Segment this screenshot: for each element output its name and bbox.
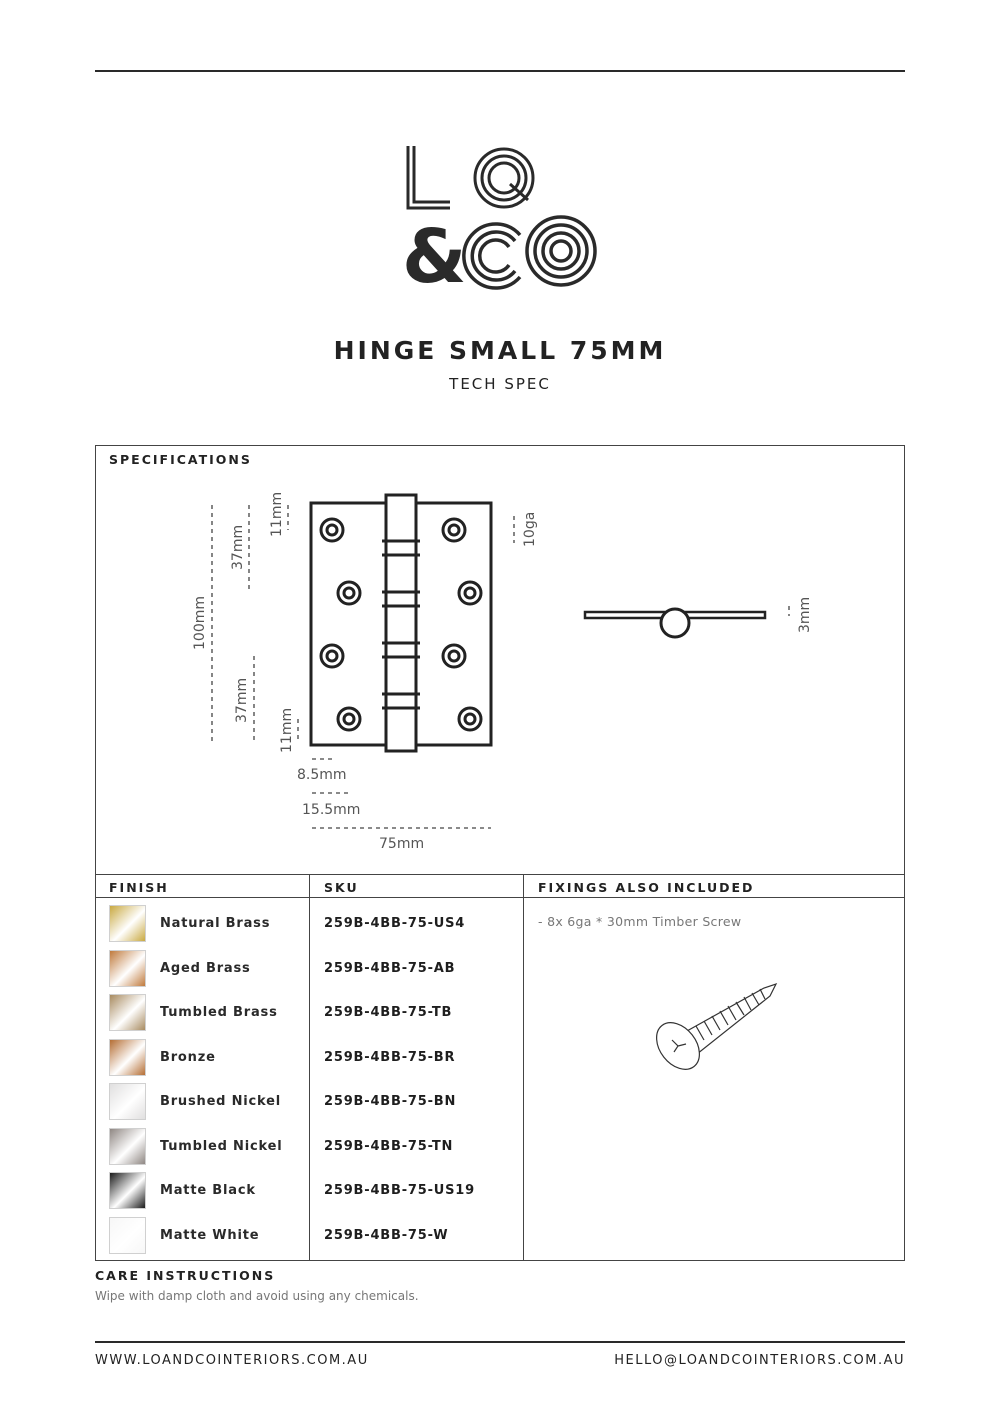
finish-row	[109, 1128, 304, 1166]
finish-row	[109, 1039, 304, 1077]
email-link[interactable]: HELLO@LOANDCOINTERIORS.COM.AU	[614, 1353, 905, 1368]
sku-value: 259B-4BB-75-US4	[324, 916, 466, 931]
care-instructions-heading: CARE INSTRUCTIONS	[95, 1268, 276, 1283]
svg-text:&: &	[402, 214, 467, 290]
table-top-divider	[96, 874, 904, 875]
sku-column-header: SKU	[324, 880, 359, 895]
finish-label: Tumbled Nickel	[160, 1139, 283, 1154]
bottom-divider	[95, 1341, 905, 1343]
dimension-bottom-span: 37mm	[234, 677, 250, 723]
fixings-column-header: FIXINGS ALSO INCLUDED	[538, 880, 755, 895]
dimension-overall-height: 100mm	[192, 596, 208, 650]
product-title: HINGE SMALL 75MM	[333, 336, 667, 365]
column-divider-1	[309, 874, 310, 1260]
sku-value: 259B-4BB-75-TN	[324, 1139, 454, 1154]
finish-row	[109, 1083, 304, 1121]
finish-label: Aged Brass	[160, 961, 251, 976]
sku-value: 259B-4BB-75-US19	[324, 1183, 475, 1198]
finish-row	[109, 950, 304, 988]
fixings-note: - 8x 6ga * 30mm Timber Screw	[538, 914, 742, 929]
website-link[interactable]: WWW.LOANDCOINTERIORS.COM.AU	[95, 1353, 369, 1368]
finish-swatch	[109, 994, 146, 1031]
dimension-top-span: 37mm	[230, 524, 246, 570]
brand-logo	[400, 140, 600, 290]
table-header-divider	[96, 897, 904, 898]
dimension-thickness: 3mm	[797, 596, 813, 633]
finish-row	[109, 1217, 304, 1255]
finish-column-header: FINISH	[109, 880, 169, 895]
dimension-gauge: 10ga	[522, 511, 538, 547]
timber-screw-illustration	[636, 966, 796, 1076]
dimension-outer-offset: 15.5mm	[302, 802, 361, 818]
dimension-bottom-offset: 11mm	[279, 707, 295, 753]
finish-swatch	[109, 1172, 146, 1209]
sku-value: 259B-4BB-75-AB	[324, 961, 456, 976]
finish-row	[109, 994, 304, 1032]
finish-label: Natural Brass	[160, 916, 271, 931]
care-instructions-text: Wipe with damp cloth and avoid using any chemicals.	[95, 1289, 419, 1303]
specifications-heading: SPECIFICATIONS	[109, 452, 252, 467]
finish-label: Matte Black	[160, 1183, 256, 1198]
finish-swatch	[109, 1083, 146, 1120]
specifications-panel	[95, 445, 905, 1261]
dimension-leaf-width: 75mm	[379, 836, 425, 852]
finish-swatch	[109, 905, 146, 942]
finish-label: Matte White	[160, 1228, 260, 1243]
hinge-side-view	[585, 609, 765, 637]
sku-value: 259B-4BB-75-TB	[324, 1005, 453, 1020]
finish-label: Bronze	[160, 1050, 216, 1065]
finish-label: Brushed Nickel	[160, 1094, 282, 1109]
finish-swatch	[109, 1128, 146, 1165]
finish-swatch	[109, 1039, 146, 1076]
top-divider	[95, 70, 905, 72]
finish-swatch	[109, 1217, 146, 1254]
finish-swatch	[109, 950, 146, 987]
document-subtitle: TECH SPEC	[449, 375, 551, 393]
dimension-inner-offset: 8.5mm	[297, 767, 347, 783]
sku-value: 259B-4BB-75-W	[324, 1228, 449, 1243]
sku-value: 259B-4BB-75-BN	[324, 1094, 457, 1109]
dimension-top-offset: 11mm	[269, 491, 285, 537]
finish-label: Tumbled Brass	[160, 1005, 278, 1020]
finish-row	[109, 905, 304, 943]
finish-row	[109, 1172, 304, 1210]
column-divider-2	[523, 874, 524, 1260]
hinge-barrel	[386, 495, 416, 751]
sku-value: 259B-4BB-75-BR	[324, 1050, 456, 1065]
hinge-technical-drawing	[96, 446, 904, 876]
